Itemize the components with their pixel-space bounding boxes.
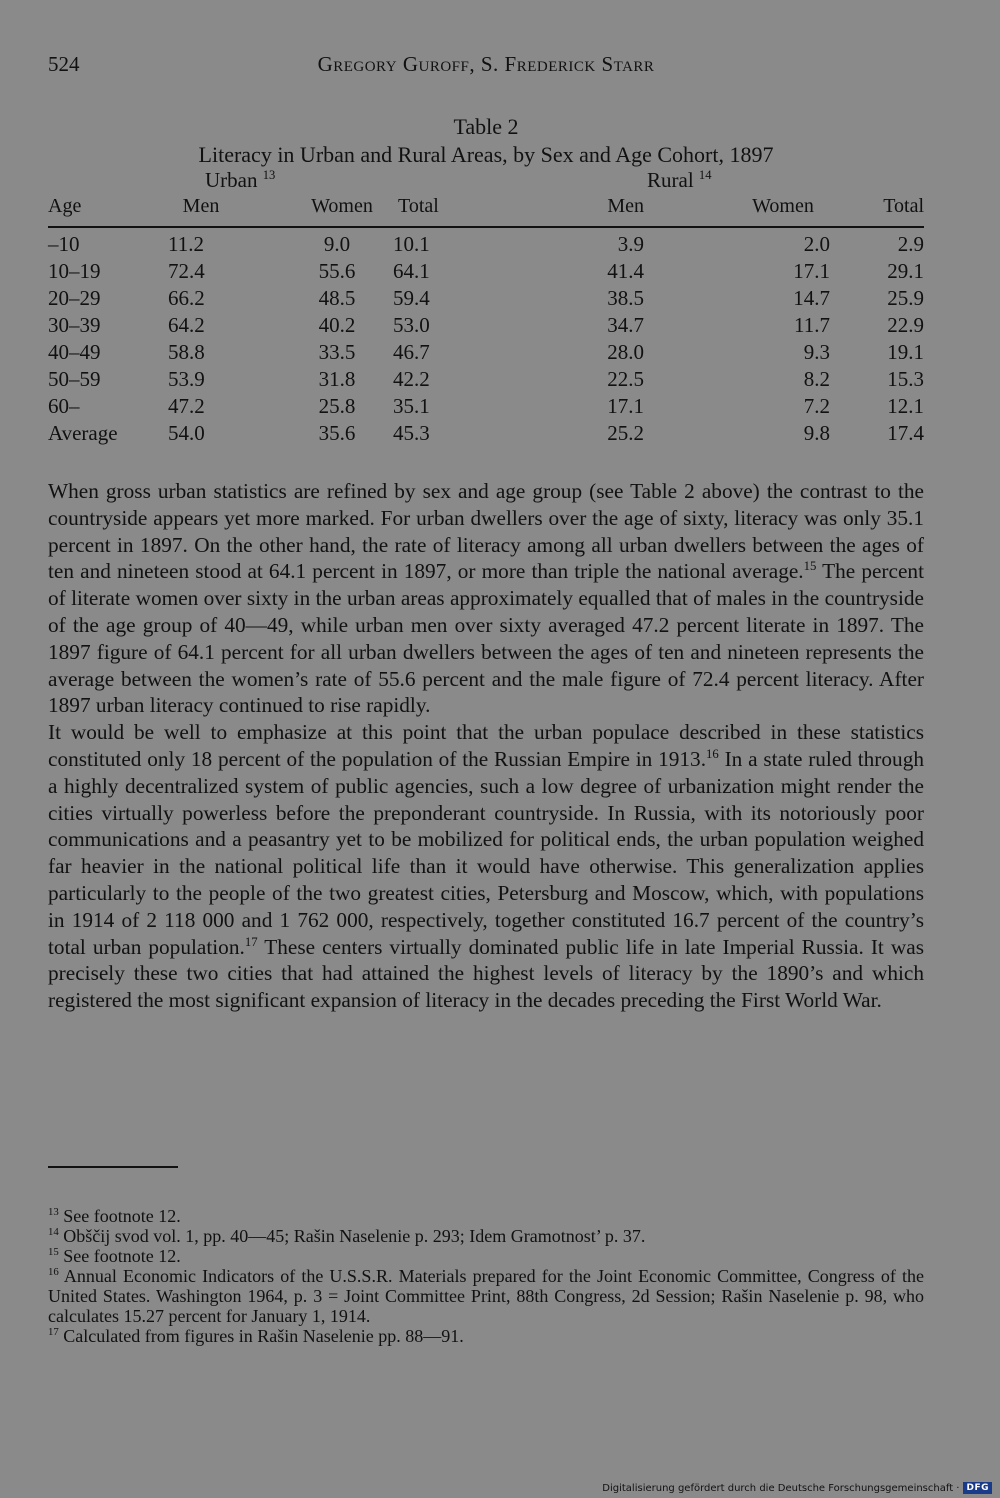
- table-row: [48, 367, 924, 394]
- table-row: [48, 286, 924, 313]
- footnote-ref-16: 16: [706, 746, 719, 761]
- footnote-number: 13: [48, 1206, 59, 1218]
- footnote: [48, 1266, 924, 1326]
- running-head: Gregory Guroff, S. Frederick Starr: [317, 52, 655, 76]
- cell-rural-total: 25.9: [887, 286, 924, 310]
- cell-rural-total: 2.9: [897, 232, 924, 256]
- paragraph-2-text-c: These centers virtually dominated public life in late Imperial Russia. It was precisely these two cities that had attained the highest levels of literacy by the 1890’s and which registered the most significant expansion of literacy in the decades preceding the First World War.: [48, 934, 924, 1013]
- cell-rural-men: 34.7: [607, 313, 644, 337]
- paragraph-1-text-b: The percent of literate women over sixty in the urban areas approximately equalled that of males in the countryside of the age group of 40—49, while urban men over sixty averaged 47.2 percent literate in 1897. The 1897 figure of 64.1 percent for all urban dwellers between the ages of ten and nineteen represents the average between the women’s rate of 55.6 percent and the male figure of 72.4 percent literacy. After 1897 urban literacy continued to rise rapidly.: [48, 559, 924, 718]
- table-row: [48, 232, 924, 259]
- table-row-average: [48, 421, 924, 448]
- paragraph-2: [48, 719, 924, 1014]
- cell-urban-total: 59.4: [393, 286, 430, 310]
- column-header-urban-total: Total: [398, 195, 439, 217]
- cell-rural-total: 15.3: [887, 367, 924, 391]
- cell-age: 20–29: [48, 286, 101, 310]
- cell-rural-total: 19.1: [887, 340, 924, 364]
- table-header-rule: [48, 226, 924, 228]
- footnote-ref-15: 15: [803, 559, 817, 574]
- footnote-text: Obščij svod vol. 1, pp. 40—45; Rašin Naselenie p. 293; Idem Gramotnost’ p. 37.: [63, 1226, 646, 1246]
- cell-urban-men: 53.9: [168, 367, 205, 391]
- footnote-number: 15: [48, 1246, 59, 1258]
- cell-rural-women: 17.1: [793, 259, 830, 283]
- table-row: [48, 313, 924, 340]
- column-header-age: Age: [48, 195, 82, 217]
- footnote: [48, 1246, 924, 1266]
- table-row: [48, 394, 924, 421]
- cell-age: –10: [48, 232, 80, 256]
- cell-urban-women: 48.5: [318, 286, 356, 310]
- cell-urban-men: 58.8: [168, 340, 205, 364]
- table-body: [48, 232, 924, 448]
- table-title: Table 2: [453, 114, 519, 139]
- rural-label-text: Rural: [647, 168, 694, 192]
- cell-urban-women: 35.6: [318, 421, 356, 445]
- cell-urban-women: 25.8: [318, 394, 356, 418]
- footnote-text: Calculated from figures in Rašin Naselenie pp. 88—91.: [63, 1326, 464, 1346]
- cell-urban-men: 64.2: [168, 313, 205, 337]
- cell-rural-women: 8.2: [803, 367, 830, 391]
- table-header-row: [48, 195, 924, 221]
- footnote: [48, 1326, 924, 1346]
- footnotes: [48, 1206, 924, 1346]
- cell-urban-total: 10.1: [393, 232, 430, 256]
- column-header-rural-men: Men: [607, 195, 644, 217]
- cell-urban-women: 9.0: [323, 232, 351, 256]
- paragraph-1-text-a: When gross urban statistics are refined by sex and age group (see Table 2 above) the contrast to the countryside appears yet more marked. For urban dwellers over the age of sixty, literacy was only 35.1 percent in 1897. On the other hand, the rate of literacy among all urban dwellers between the ages of ten and nineteen stood at 64.1 percent in 1897, or more than triple the national average.: [48, 479, 924, 584]
- cell-rural-total: 17.4: [887, 421, 924, 445]
- cell-urban-total: 35.1: [393, 394, 430, 418]
- footnote: [48, 1226, 924, 1246]
- rural-group-label: [647, 168, 712, 193]
- cell-urban-total: 53.0: [393, 313, 430, 337]
- urban-group-label: [205, 168, 275, 193]
- cell-urban-total: 42.2: [393, 367, 430, 391]
- footnote-number: 16: [48, 1266, 59, 1278]
- table-row: [48, 340, 924, 367]
- cell-age: 10–19: [48, 259, 101, 283]
- table-subtitle: Literacy in Urban and Rural Areas, by Sex and Age Cohort, 1897: [198, 142, 774, 167]
- cell-rural-women: 9.3: [803, 340, 830, 364]
- cell-urban-women: 40.2: [318, 313, 356, 337]
- table-row: [48, 259, 924, 286]
- column-header-urban-women: Women: [311, 195, 373, 217]
- footnote-rule: [48, 1166, 178, 1168]
- cell-urban-men: 72.4: [168, 259, 205, 283]
- cell-urban-total: 45.3: [393, 421, 430, 445]
- rural-footnote-ref: 14: [698, 168, 712, 182]
- cell-age: 60–: [48, 394, 80, 418]
- cell-rural-men: 38.5: [607, 286, 644, 310]
- cell-rural-total: 29.1: [887, 259, 924, 283]
- paragraph-2-text-a: It would be well to emphasize at this point that the urban populace described in these statistics constituted only 18 percent of the population of the Russian Empire in 1913.: [48, 720, 924, 771]
- cell-rural-women: 7.2: [803, 394, 830, 418]
- cell-rural-women: 11.7: [794, 313, 830, 337]
- footnote-ref-17: 17: [244, 934, 258, 949]
- urban-footnote-ref: 13: [262, 168, 276, 182]
- footnote-text: See footnote 12.: [63, 1206, 181, 1226]
- cell-urban-men: 47.2: [168, 394, 205, 418]
- paragraph-1: [48, 478, 924, 719]
- cell-rural-men: 3.9: [617, 232, 644, 256]
- body-text: [48, 478, 924, 1014]
- paragraph-2-text-b: In a state ruled through a highly decentralized system of public agencies, such a low degree of urbanization might render the cities virtually powerless before the preponderant countryside. In Russia, with its notoriously poor communications and a peasantry yet to be mobilized for political ends, the urban population weighed far heavier in the national political life than it would have otherwise. This generalization applies particularly to the people of the two greatest cities, Petersburg and Moscow, which, with populations in 1914 of 2 118 000 and 1 762 000, respectively, together constituted 16.7 percent of the country’s total urban population.: [48, 746, 924, 959]
- cell-urban-men: 66.2: [168, 286, 205, 310]
- cell-rural-men: 17.1: [607, 394, 644, 418]
- cell-rural-men: 22.5: [607, 367, 644, 391]
- cell-urban-men: 11.2: [168, 232, 204, 256]
- footnote-number: 17: [48, 1326, 59, 1338]
- dfg-logo: DFG: [963, 1482, 992, 1494]
- cell-urban-men: 54.0: [168, 421, 205, 445]
- cell-rural-men: 41.4: [607, 259, 644, 283]
- cell-age: 30–39: [48, 313, 101, 337]
- page-header: [48, 52, 924, 86]
- column-header-urban-men: Men: [182, 195, 220, 217]
- footnote-number: 14: [48, 1226, 59, 1238]
- cell-urban-total: 64.1: [393, 259, 430, 283]
- footnote-text: Annual Economic Indicators of the U.S.S.R. Materials prepared for the Joint Economic Committee, Congress of the United States. Washington 1964, p. 3 = Joint Committee Print, 88th Congress, 2d Session; Rašin Naselenie p. 98, who calculates 15.27 percent for January 1, 1914.: [48, 1266, 924, 1326]
- cell-age: 40–49: [48, 340, 101, 364]
- column-header-rural-women: Women: [752, 195, 814, 217]
- cell-urban-total: 46.7: [393, 340, 430, 364]
- digitization-credit: [602, 1482, 992, 1494]
- cell-urban-women: 55.6: [318, 259, 356, 283]
- column-header-rural-total: Total: [883, 195, 924, 217]
- page-number: 524: [48, 52, 80, 76]
- cell-rural-women: 2.0: [803, 232, 830, 256]
- cell-rural-total: 12.1: [887, 394, 924, 418]
- cell-rural-women: 9.8: [803, 421, 830, 445]
- footnote: [48, 1206, 924, 1226]
- cell-rural-total: 22.9: [887, 313, 924, 337]
- urban-label-text: Urban: [205, 168, 258, 192]
- cell-urban-women: 31.8: [318, 367, 356, 391]
- cell-age: Average: [48, 421, 118, 445]
- footnote-text: See footnote 12.: [63, 1246, 181, 1266]
- cell-age: 50–59: [48, 367, 101, 391]
- cell-urban-women: 33.5: [318, 340, 356, 364]
- cell-rural-men: 28.0: [607, 340, 644, 364]
- cell-rural-women: 14.7: [793, 286, 830, 310]
- digitization-credit-text: Digitalisierung gefördert durch die Deutsche Forschungsgemeinschaft ·: [602, 1482, 960, 1494]
- cell-rural-men: 25.2: [607, 421, 644, 445]
